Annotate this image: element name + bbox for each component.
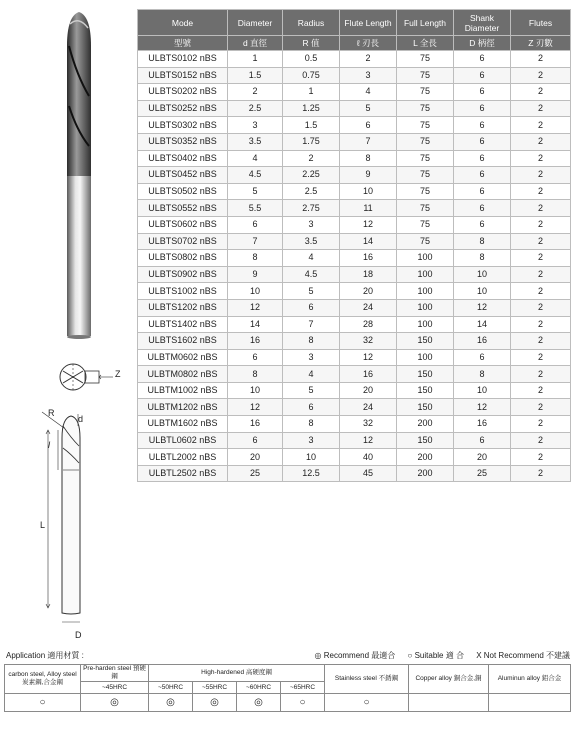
cell-flutes: 2 [511, 67, 571, 84]
cell-shank-diameter: 20 [454, 449, 511, 466]
cell-shank-diameter: 6 [454, 432, 511, 449]
cell-flutes: 2 [511, 333, 571, 350]
col-high-hardened: High-hardened 高硬度鋼 [149, 665, 325, 682]
cell-flute-length: 45 [340, 465, 397, 482]
diameter-label: d [78, 414, 84, 424]
cell-flutes: 2 [511, 349, 571, 366]
col-stainless: Stainless steel 不銹鋼 [325, 665, 409, 694]
col-header-diameter: Diameter [228, 10, 283, 36]
cell-mode: ULBTS0602 nBS [138, 216, 228, 233]
cell-flutes: 2 [511, 432, 571, 449]
cell-flute-length: 16 [340, 250, 397, 267]
cell-full-length: 200 [397, 465, 454, 482]
cell-diameter: 25 [228, 465, 283, 482]
radius-label: R [48, 408, 55, 418]
cell-full-length: 75 [397, 117, 454, 134]
table-row [138, 283, 571, 300]
cell-full-length: 75 [397, 133, 454, 150]
table-row [138, 399, 571, 416]
side-view-drawing [36, 408, 106, 630]
col-header-flute-length: Flute Length [340, 10, 397, 36]
cell-radius: 4 [283, 250, 340, 267]
table-row [138, 449, 571, 466]
table-row [138, 233, 571, 250]
cell-radius: 8 [283, 333, 340, 350]
cell-shank-diameter: 14 [454, 316, 511, 333]
cell-radius: 2.75 [283, 200, 340, 217]
legend-not-recommend: X Not Recommend 不建議 [476, 651, 570, 660]
cell-mode: ULBTM1002 nBS [138, 382, 228, 399]
cell-mode: ULBTS0502 nBS [138, 183, 228, 200]
cell-full-length: 75 [397, 100, 454, 117]
table-row [138, 51, 571, 68]
mark-60hrc: ◎ [237, 694, 281, 712]
legend-recommend: ◎ Recommend 最適合 [314, 651, 396, 660]
cell-shank-diameter: 6 [454, 183, 511, 200]
cell-radius: 4.5 [283, 266, 340, 283]
table-row [138, 133, 571, 150]
cell-flutes: 2 [511, 150, 571, 167]
col-header-flutes: Flutes [511, 10, 571, 36]
cell-shank-diameter: 6 [454, 51, 511, 68]
cell-full-length: 75 [397, 183, 454, 200]
cell-mode: ULBTM1602 nBS [138, 416, 228, 433]
cell-mode: ULBTS1002 nBS [138, 283, 228, 300]
cell-mode: ULBTS0902 nBS [138, 266, 228, 283]
cell-mode: ULBTS0152 nBS [138, 67, 228, 84]
cell-mode: ULBTS1602 nBS [138, 333, 228, 350]
cell-diameter: 16 [228, 333, 283, 350]
legend-suitable: ○ Suitable 適 合 [407, 651, 464, 660]
cell-shank-diameter: 6 [454, 117, 511, 134]
cell-full-length: 150 [397, 399, 454, 416]
cell-radius: 5 [283, 382, 340, 399]
table-row [138, 382, 571, 399]
cell-radius: 3 [283, 349, 340, 366]
table-row [138, 366, 571, 383]
col-subheader: ℓ 刃長 [340, 36, 397, 51]
cell-shank-diameter: 6 [454, 216, 511, 233]
cell-shank-diameter: 8 [454, 366, 511, 383]
mark-stainless: ○ [325, 694, 409, 712]
table-row [138, 432, 571, 449]
cell-diameter: 20 [228, 449, 283, 466]
cell-flutes: 2 [511, 382, 571, 399]
cell-radius: 0.75 [283, 67, 340, 84]
spec-table-body [138, 51, 571, 482]
mark-aluminum [489, 694, 571, 712]
cell-shank-diameter: 12 [454, 299, 511, 316]
cell-mode: ULBTL2002 nBS [138, 449, 228, 466]
cell-flutes: 2 [511, 117, 571, 134]
cell-full-length: 75 [397, 51, 454, 68]
application-table [4, 664, 571, 712]
cell-diameter: 1 [228, 51, 283, 68]
cell-full-length: 75 [397, 84, 454, 101]
header-row [138, 10, 571, 36]
cell-flute-length: 20 [340, 283, 397, 300]
end-view-drawing [55, 357, 145, 397]
cell-mode: ULBTM0802 nBS [138, 366, 228, 383]
table-row [138, 84, 571, 101]
cell-flutes: 2 [511, 51, 571, 68]
cell-radius: 1.75 [283, 133, 340, 150]
mark-copper [409, 694, 489, 712]
cell-flute-length: 12 [340, 432, 397, 449]
cell-diameter: 12 [228, 299, 283, 316]
cell-shank-diameter: 10 [454, 266, 511, 283]
cell-diameter: 16 [228, 416, 283, 433]
cell-mode: ULBTS0452 nBS [138, 167, 228, 184]
cell-flutes: 2 [511, 167, 571, 184]
cell-flutes: 2 [511, 449, 571, 466]
cell-radius: 12.5 [283, 465, 340, 482]
table-row [138, 117, 571, 134]
cell-mode: ULBTS0702 nBS [138, 233, 228, 250]
cell-radius: 6 [283, 399, 340, 416]
cell-flute-length: 12 [340, 216, 397, 233]
application-header-row [5, 665, 571, 682]
cell-shank-diameter: 12 [454, 399, 511, 416]
cell-radius: 3 [283, 216, 340, 233]
mark-pre-hardened: ◎ [81, 694, 149, 712]
col-aluminum: Aluminun alloy 鋁合金 [489, 665, 571, 694]
cell-radius: 4 [283, 366, 340, 383]
cell-diameter: 1.5 [228, 67, 283, 84]
cell-flute-length: 32 [340, 416, 397, 433]
cell-diameter: 6 [228, 216, 283, 233]
cell-flute-length: 5 [340, 100, 397, 117]
cell-diameter: 7 [228, 233, 283, 250]
table-row [138, 216, 571, 233]
col-subheader: D 柄徑 [454, 36, 511, 51]
cell-diameter: 10 [228, 283, 283, 300]
cell-flutes: 2 [511, 250, 571, 267]
hardness-60: ~60HRC [237, 682, 281, 694]
cell-diameter: 2 [228, 84, 283, 101]
cell-radius: 1 [283, 84, 340, 101]
col-subheader: L 全長 [397, 36, 454, 51]
table-row [138, 333, 571, 350]
subheader-row [138, 36, 571, 51]
cell-full-length: 100 [397, 250, 454, 267]
cell-mode: ULBTM1202 nBS [138, 399, 228, 416]
end-view-z-label: Z [115, 369, 121, 379]
end-mill-photo [55, 6, 105, 346]
table-row [138, 266, 571, 283]
cell-shank-diameter: 6 [454, 100, 511, 117]
legend [305, 650, 570, 661]
cell-flute-length: 3 [340, 67, 397, 84]
col-pre-hardened: Pre-harden steel 預硬鋼 [81, 665, 149, 682]
cell-radius: 6 [283, 299, 340, 316]
cell-diameter: 5 [228, 183, 283, 200]
cell-flutes: 2 [511, 366, 571, 383]
cell-mode: ULBTS1202 nBS [138, 299, 228, 316]
cell-flute-length: 14 [340, 233, 397, 250]
table-row [138, 150, 571, 167]
cell-shank-diameter: 6 [454, 84, 511, 101]
cell-shank-diameter: 6 [454, 349, 511, 366]
table-row [138, 416, 571, 433]
cell-diameter: 4 [228, 150, 283, 167]
table-row [138, 167, 571, 184]
cell-flute-length: 32 [340, 333, 397, 350]
cell-radius: 2 [283, 150, 340, 167]
col-header-radius: Radius [283, 10, 340, 36]
hardness-50: ~50HRC [149, 682, 193, 694]
cell-shank-diameter: 25 [454, 465, 511, 482]
cell-diameter: 8 [228, 366, 283, 383]
table-row [138, 200, 571, 217]
cell-flute-length: 24 [340, 299, 397, 316]
cell-radius: 2.5 [283, 183, 340, 200]
cell-mode: ULBTS0802 nBS [138, 250, 228, 267]
full-length-label: L [40, 520, 46, 530]
cell-full-length: 150 [397, 366, 454, 383]
hardness-45: ~45HRC [81, 682, 149, 694]
cell-radius: 2.25 [283, 167, 340, 184]
cell-flute-length: 10 [340, 183, 397, 200]
hardness-65: ~65HRC [281, 682, 325, 694]
cell-full-length: 75 [397, 233, 454, 250]
cell-flute-length: 4 [340, 84, 397, 101]
cell-diameter: 5.5 [228, 200, 283, 217]
cell-diameter: 9 [228, 266, 283, 283]
cell-diameter: 8 [228, 250, 283, 267]
cell-full-length: 75 [397, 200, 454, 217]
table-row [138, 183, 571, 200]
cell-flutes: 2 [511, 299, 571, 316]
application-title: Application 適用材質 : [6, 651, 84, 660]
table-row [138, 67, 571, 84]
flute-length-label: l [48, 440, 50, 450]
cell-mode: ULBTS0302 nBS [138, 117, 228, 134]
cell-radius: 3.5 [283, 233, 340, 250]
col-subheader: R 值 [283, 36, 340, 51]
cell-diameter: 6 [228, 432, 283, 449]
cell-radius: 5 [283, 283, 340, 300]
cell-full-length: 200 [397, 416, 454, 433]
cell-radius: 1.5 [283, 117, 340, 134]
cell-radius: 7 [283, 316, 340, 333]
cell-shank-diameter: 6 [454, 167, 511, 184]
cell-full-length: 100 [397, 316, 454, 333]
table-row [138, 349, 571, 366]
cell-mode: ULBTS0252 nBS [138, 100, 228, 117]
cell-full-length: 100 [397, 266, 454, 283]
cell-flutes: 2 [511, 465, 571, 482]
cell-shank-diameter: 10 [454, 283, 511, 300]
cell-flute-length: 12 [340, 349, 397, 366]
col-header-shank-diameter: Shank Diameter [454, 10, 511, 36]
cell-shank-diameter: 8 [454, 233, 511, 250]
cell-flutes: 2 [511, 316, 571, 333]
cell-shank-diameter: 6 [454, 150, 511, 167]
cell-diameter: 2.5 [228, 100, 283, 117]
cell-flute-length: 20 [340, 382, 397, 399]
cell-mode: ULBTS0102 nBS [138, 51, 228, 68]
col-subheader: d 直徑 [228, 36, 283, 51]
cell-flutes: 2 [511, 133, 571, 150]
cell-full-length: 75 [397, 167, 454, 184]
mark-carbon-steel: ○ [5, 694, 81, 712]
cell-full-length: 100 [397, 349, 454, 366]
col-header-mode: Mode [138, 10, 228, 36]
table-row [138, 316, 571, 333]
cell-flutes: 2 [511, 200, 571, 217]
cell-mode: ULBTS0402 nBS [138, 150, 228, 167]
col-carbon-steel: carbon steel, Alloy steel 炭素鋼,合金鋼 [5, 665, 81, 694]
cell-radius: 3 [283, 432, 340, 449]
cell-full-length: 150 [397, 333, 454, 350]
cell-mode: ULBTL2502 nBS [138, 465, 228, 482]
cell-shank-diameter: 6 [454, 133, 511, 150]
table-row [138, 100, 571, 117]
shank-diameter-label: D [75, 630, 82, 640]
cell-flute-length: 8 [340, 150, 397, 167]
table-row [138, 250, 571, 267]
col-header-full-length: Full Length [397, 10, 454, 36]
cell-full-length: 75 [397, 67, 454, 84]
cell-mode: ULBTL0602 nBS [138, 432, 228, 449]
cell-flutes: 2 [511, 100, 571, 117]
cell-shank-diameter: 6 [454, 67, 511, 84]
cell-diameter: 14 [228, 316, 283, 333]
cell-full-length: 100 [397, 299, 454, 316]
mark-50hrc: ◎ [149, 694, 193, 712]
marks-row [5, 694, 571, 712]
cell-radius: 1.25 [283, 100, 340, 117]
table-row [138, 465, 571, 482]
mark-65hrc: ○ [281, 694, 325, 712]
cell-flute-length: 11 [340, 200, 397, 217]
cell-flute-length: 6 [340, 117, 397, 134]
cell-flute-length: 2 [340, 51, 397, 68]
cell-flutes: 2 [511, 216, 571, 233]
cell-flute-length: 9 [340, 167, 397, 184]
cell-flute-length: 18 [340, 266, 397, 283]
cell-flute-length: 16 [340, 366, 397, 383]
cell-diameter: 12 [228, 399, 283, 416]
cell-flute-length: 40 [340, 449, 397, 466]
cell-flutes: 2 [511, 266, 571, 283]
col-subheader: 型號 [138, 36, 228, 51]
cell-radius: 10 [283, 449, 340, 466]
cell-flute-length: 28 [340, 316, 397, 333]
cell-mode: ULBTS0202 nBS [138, 84, 228, 101]
cell-flute-length: 24 [340, 399, 397, 416]
cell-mode: ULBTM0602 nBS [138, 349, 228, 366]
cell-full-length: 100 [397, 283, 454, 300]
cell-flute-length: 7 [340, 133, 397, 150]
cell-full-length: 150 [397, 432, 454, 449]
cell-flutes: 2 [511, 84, 571, 101]
cell-full-length: 75 [397, 216, 454, 233]
cell-radius: 8 [283, 416, 340, 433]
cell-shank-diameter: 10 [454, 382, 511, 399]
table-row [138, 299, 571, 316]
cell-shank-diameter: 6 [454, 200, 511, 217]
cell-full-length: 75 [397, 150, 454, 167]
cell-flutes: 2 [511, 233, 571, 250]
application-header [4, 650, 570, 662]
cell-full-length: 150 [397, 382, 454, 399]
cell-diameter: 4.5 [228, 167, 283, 184]
cell-flutes: 2 [511, 183, 571, 200]
cell-mode: ULBTS0552 nBS [138, 200, 228, 217]
cell-flutes: 2 [511, 416, 571, 433]
cell-flutes: 2 [511, 283, 571, 300]
cell-shank-diameter: 16 [454, 416, 511, 433]
hardness-55: ~55HRC [193, 682, 237, 694]
cell-shank-diameter: 8 [454, 250, 511, 267]
cell-diameter: 3 [228, 117, 283, 134]
spec-table [137, 9, 571, 482]
cell-diameter: 10 [228, 382, 283, 399]
col-copper: Copper alloy 銅合金,銅 [409, 665, 489, 694]
cell-mode: ULBTS1402 nBS [138, 316, 228, 333]
cell-diameter: 6 [228, 349, 283, 366]
cell-mode: ULBTS0352 nBS [138, 133, 228, 150]
cell-radius: 0.5 [283, 51, 340, 68]
col-subheader: Z 刃數 [511, 36, 571, 51]
cell-full-length: 200 [397, 449, 454, 466]
cell-diameter: 3.5 [228, 133, 283, 150]
cell-shank-diameter: 16 [454, 333, 511, 350]
cell-flutes: 2 [511, 399, 571, 416]
mark-55hrc: ◎ [193, 694, 237, 712]
